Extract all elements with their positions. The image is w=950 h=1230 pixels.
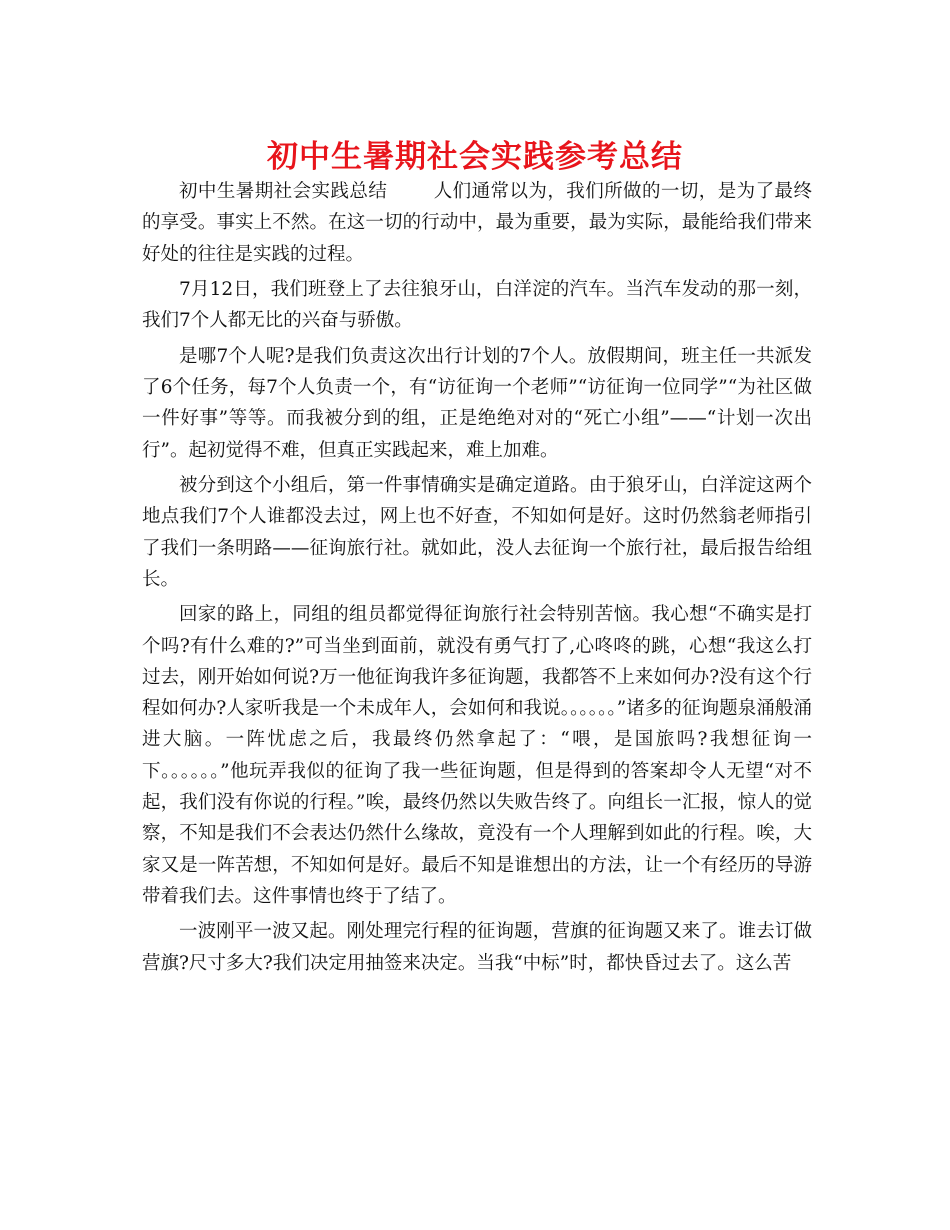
paragraph-text: 人们通常以为，我们所做的一切，是为了最终的享受。事实上不然。在这一切的行动中，最为重要，最为实际，最能给我们带来好处的往往是实践的过程。 xyxy=(142,181,812,265)
paragraph xyxy=(142,176,812,270)
document-title: 初中生暑期社会实践参考总结 xyxy=(267,139,683,175)
paragraph: 是哪7个人呢?是我们负责这次出行计划的7个人。放假期间，班主任一共派发了6个任务，每7个人负责一个，有“访征询一个老师”“访征询一位同学”“为社区做一件好事”等等。而我被分到的组，正是绝绝对对的“死亡小组”——“计划一次出行”。起初觉得不难，但真正实践起来，难上加难。 xyxy=(142,345,812,461)
paragraph: 一波刚平一波又起。刚处理完行程的征询题，营旗的征询题又来了。谁去订做营旗?尺寸多大?我们决定用抽签来决定。当我“中标”时，都快昏过去了。这么苦 xyxy=(142,921,812,974)
paragraph: 7月12日，我们班登上了去往狼牙山，白洋淀的汽车。当汽车发动的那一刻，我们7个人都无比的兴奋与骄傲。 xyxy=(142,278,812,332)
paragraph: 回家的路上，同组的组员都觉得征询旅行社会特别苦恼。我心想“不确实是打个吗?有什么难的?”可当坐到面前，就没有勇气打了,心咚咚的跳，心想“我这么打过去，刚开始如何说?万一他征询我许多征询题，我都答不上来如何办?没有这个行程如何办?人家听我是一个未成年人，会如何和我说。。。。。。”诸多的征询题泉涌般涌进大脑。一阵忧虑之后，我最终仍然拿起了：“喂，是国旅吗?我想征询一下。。。。。。”他玩弄我似的征询了我一些征询题，但是得到的答案却令人无望“对不起，我们没有你说的行程。”唉，最终仍然以失败告终了。向组长一汇报，惊人的觉察，不知是我们不会表达仍然什么缘故，竟没有一个人理解到如此的行程。唉，大家又是一阵苦想，不知如何是好。最后不知是谁想出的方法，让一个有经历的导游带着我们去。这件事情也终于了结了。 xyxy=(142,604,812,907)
paragraph: 被分到这个小组后，第一件事情确实是确定道路。由于狼牙山，白洋淀这两个地点我们7个人谁都没去过，网上也不好查，不知如何是好。这时仍然翁老师指引了我们一条明路——征询旅行社。就如此，没人去征询一个旅行社，最后报告给组长。 xyxy=(142,474,812,590)
intro-heading: 初中生暑期社会实践总结 xyxy=(179,181,388,202)
document-body xyxy=(142,176,812,983)
